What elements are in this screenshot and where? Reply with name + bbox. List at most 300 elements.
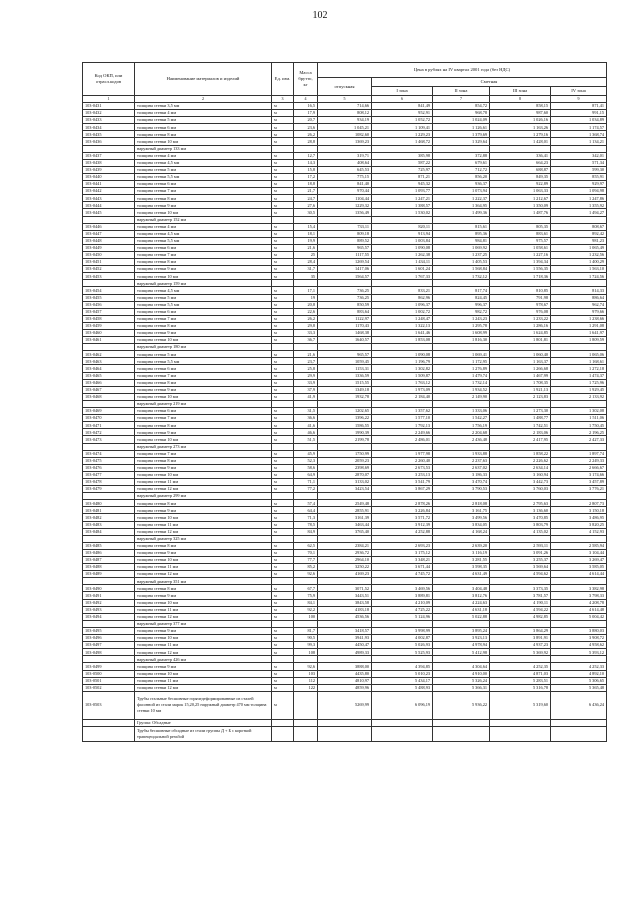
cell-name: толщина стенки 10 мм [135,557,272,564]
cell-wholesale-price: 883,64 [318,308,372,315]
cell-code [83,216,135,223]
cell-mass: 67,7 [294,585,318,592]
cell-zone-3-price: 4 937,23 [490,642,551,649]
table-row [83,351,607,358]
cell-zone-3-price: 1 624,85 [490,330,551,337]
cell-code: 103-0471 [83,422,135,429]
cell-mass: 15,8 [294,166,318,173]
cell-name: толщина стенки 9 мм [135,464,272,471]
cell-code: 103-0473 [83,436,135,443]
cell-name: толщина стенки 4,5 мм [135,287,272,294]
cell-name: толщина стенки 12 мм [135,613,272,620]
cell-group-name: наружный диаметр 377 мм [135,620,272,627]
header-price-title: Цена в рублях на IV квартал 2001 года (без НДС) [318,63,607,78]
table-row [83,152,607,159]
cell-zone-1-price: 2 184,40 [372,393,433,400]
cell-code [83,578,135,585]
group-row [83,443,607,450]
cell-code [83,400,135,407]
cell-name: толщина стенки 11 мм [135,642,272,649]
cell-mass: 21,7 [294,188,318,195]
cell-name: толщина стенки 9 мм [135,592,272,599]
cell-empty [318,719,372,726]
header-zone-2: II зона [433,87,490,96]
cell-zone-1-price: 1 641,46 [372,330,433,337]
cell-code: 103-0455 [83,294,135,301]
table-row [83,223,607,230]
cell-name: толщина стенки 10 мм [135,471,272,478]
cell-mass: 84,9 [294,528,318,535]
cell-zone-3-price: 5 316,78 [490,684,551,691]
cell-zone-4-price: 1 641,97 [551,330,607,337]
cell-zone-1-price: 1 434,11 [372,259,433,266]
cell-code: 103-0435 [83,131,135,138]
cell-zone-1-price: 1 090,08 [372,244,433,251]
cell-zone-2-price: 1 816,30 [433,337,490,344]
table-row [83,592,607,599]
cell-mass: 28,4 [294,259,318,266]
cell-empty [490,535,551,542]
cell-mass: 23,7 [294,358,318,365]
cell-unit: м [272,322,294,329]
table-row [83,726,607,741]
cell-mass: 23,6 [294,124,318,131]
cell-empty [490,216,551,223]
column-number: 1 [83,96,135,103]
cell-zone-3-price: 1 708,35 [490,379,551,386]
cell-zone-2-price: 1 069,92 [433,244,490,251]
cell-zone-3-price: 805,35 [490,223,551,230]
cell-mass: 21,6 [294,244,318,251]
column-number: 2 [135,96,272,103]
cell-code: 103-0485 [83,542,135,549]
cell-zone-1-price: 2 693,23 [372,542,433,549]
cell-zone-3-price: 3 442,73 [490,478,551,485]
cell-name: толщина стенки 4,5 мм [135,230,272,237]
cell-unit: м [272,358,294,365]
cell-mass: 75,9 [294,592,318,599]
table-row [83,117,607,124]
table-row [83,322,607,329]
cell-unit: м [272,471,294,478]
cell-zone-4-price: 2 807,73 [551,500,607,507]
cell-code: 103-0433 [83,117,135,124]
cell-zone-4-price: 2 427,33 [551,436,607,443]
cell-empty [433,216,490,223]
cell-empty [372,719,433,726]
cell-zone-4-price: 3 798,33 [551,592,607,599]
cell-mass: 52,3 [294,457,318,464]
cell-wholesale-price: 1932,78 [318,393,372,400]
cell-zone-4-price: 1 368,74 [551,131,607,138]
table-row [83,564,607,571]
cell-name: толщина стенки 12 мм [135,649,272,656]
cell-zone-1-price: 1 577,10 [372,415,433,422]
cell-zone-2-price: 1 732,14 [433,379,490,386]
table-row [83,599,607,606]
cell-zone-2-price: 2 204,68 [433,429,490,436]
cell-zone-1-price: 4 394,85 [372,663,433,670]
cell-zone-2-price [433,726,490,741]
cell-zone-4-price: 962,74 [551,301,607,308]
cell-zone-1-price: 1 093,77 [372,188,433,195]
cell-code: 103-0447 [83,230,135,237]
cell-mass: 37,9 [294,386,318,393]
cell-zone-2-price: 2 237,63 [433,457,490,464]
cell-wholesale-price: 1396,22 [318,415,372,422]
cell-unit: м [272,188,294,195]
cell-zone-1-price: 833,21 [372,287,433,294]
cell-zone-2-price: 1 069,41 [433,351,490,358]
cell-mass: 41,6 [294,422,318,429]
cell-name: толщина стенки 11 мм [135,478,272,485]
cell-empty [551,493,607,500]
cell-mass [294,691,318,719]
cell-zone-4-price: 808,67 [551,223,607,230]
cell-empty [294,578,318,585]
cell-zone-4-price: 1 272,18 [551,365,607,372]
cell-code: 103-0468 [83,393,135,400]
cell-zone-1-price [372,726,433,741]
cell-zone-3-price: 2 183,06 [490,429,551,436]
cell-zone-1-price: 3 469,56 [372,585,433,592]
cell-zone-1-price: 3 541,79 [372,478,433,485]
cell-zone-4-price: 1 724,56 [551,273,607,280]
cell-zone-1-price: 2 486,01 [372,436,433,443]
cell-name: толщина стенки 11 мм [135,521,272,528]
header-mass: Масса брутто, кг [294,63,318,96]
cell-mass: 14,3 [294,159,318,166]
cell-zone-4-price: 3 585,05 [551,564,607,571]
cell-name: толщина стенки 9 мм [135,549,272,556]
cell-empty [272,400,294,407]
cell-unit: м [272,330,294,337]
cell-empty [490,656,551,663]
cell-empty [433,400,490,407]
cell-wholesale-price: 736,25 [318,294,372,301]
cell-unit: м [272,393,294,400]
cell-unit: м [272,649,294,656]
cell-empty [318,535,372,542]
cell-zone-2-price: 5 326,24 [433,677,490,684]
cell-code: 103-0441 [83,181,135,188]
cell-empty [551,280,607,287]
cell-mass: 29,9 [294,372,318,379]
cell-zone-2-price: 1 405,53 [433,259,490,266]
cell-name: толщина стенки 9 мм [135,429,272,436]
cell-mass: 70,1 [294,549,318,556]
cell-code: 103-0474 [83,450,135,457]
cell-zone-1-price: 1 109,41 [372,124,433,131]
cell-zone-3-price: 3 891,91 [490,635,551,642]
cell-zone-1-price: 1 090,08 [372,351,433,358]
cell-zone-3-price: 2 417,95 [490,436,551,443]
group-row [83,620,607,627]
cell-empty [318,216,372,223]
cell-empty [294,443,318,450]
cell-zone-1-price: 841,49 [372,103,433,110]
cell-code: 103-0439 [83,166,135,173]
cell-zone-2-price: 982,72 [433,308,490,315]
cell-code: 103-0432 [83,110,135,117]
cell-wholesale-price: 2384,21 [318,542,372,549]
cell-unit: м [272,464,294,471]
cell-zone-2-price: 936,37 [433,181,490,188]
cell-empty [490,578,551,585]
cell-empty [490,400,551,407]
cell-name: толщина стенки 12 мм [135,571,272,578]
column-number: 9 [551,96,607,103]
cell-zone-3-price: 975,57 [490,237,551,244]
cell-zone-4-price: 3 880,03 [551,627,607,634]
table-row [83,677,607,684]
header-zone-4: IV зона [551,87,607,96]
cell-zone-1-price: 1 003,84 [372,237,433,244]
cell-code: 103-0484 [83,528,135,535]
cell-zone-3-price: 1 227,16 [490,251,551,258]
cell-unit: м [272,677,294,684]
cell-zone-1-price: 945,32 [372,181,433,188]
group-row [83,535,607,542]
cell-zone-4-price: 3 457,89 [551,478,607,485]
cell-empty [294,620,318,627]
cell-unit: м [272,294,294,301]
cell-zone-1-price: 5 124,96 [372,613,433,620]
cell-zone-4-price: 4 208,78 [551,599,607,606]
cell-wholesale-price: 1336,59 [318,372,372,379]
cell-zone-3-price: 1 286,16 [490,322,551,329]
header-estimate: Сметная [372,78,607,87]
cell-zone-3-price: 3 160,94 [490,471,551,478]
cell-code: 103-0448 [83,237,135,244]
cell-zone-2-price: 2 149,90 [433,393,490,400]
cell-mass: 51,5 [294,436,318,443]
cell-unit: м [272,585,294,592]
cell-wholesale-price: 1170,43 [318,322,372,329]
cell-empty [294,280,318,287]
cell-unit: м [272,422,294,429]
group-row [83,400,607,407]
cell-empty [294,216,318,223]
cell-empty [318,400,372,407]
cell-unit: м [272,166,294,173]
cell-zone-2-price: 1 024,09 [433,117,490,124]
cell-empty [490,493,551,500]
cell-zone-2-price: 984,81 [433,237,490,244]
cell-zone-2-price: 3 790,53 [433,486,490,493]
cell-unit: м [272,379,294,386]
cell-unit: м [272,606,294,613]
cell-mass: 25 [294,251,318,258]
cell-unit: м [272,408,294,415]
cell-wholesale-price: 1269,54 [318,259,372,266]
cell-zone-4-price: 1 065,06 [551,351,607,358]
group-row [83,280,607,287]
cell-code: 103-0450 [83,251,135,258]
cell-zone-3-price: 1 233,22 [490,315,551,322]
cell-wholesale-price: 4810,97 [318,677,372,684]
cell-code: 103-0461 [83,337,135,344]
cell-zone-1-price: 1 853,08 [372,337,433,344]
cell-wholesale-price: 2936,72 [318,549,372,556]
cell-mass: 33,9 [294,379,318,386]
cell-code: 103-0498 [83,649,135,656]
cell-empty [372,578,433,585]
cell-zone-1-price: 1 052,72 [372,117,433,124]
cell-zone-2-price: 1 172,95 [433,358,490,365]
cell-mass: 46,6 [294,429,318,436]
cell-code: 103-0457 [83,308,135,315]
cell-unit: м [272,301,294,308]
cell-zone-2-price: 1 379,69 [433,131,490,138]
cell-empty [490,443,551,450]
cell-name: толщина стенки 8 мм [135,500,272,507]
header-zone-3: III зона [490,87,551,96]
cell-empty [372,145,433,152]
cell-name: толщина стенки 7 мм [135,188,272,195]
cell-mass: 92,6 [294,663,318,670]
cell-empty [551,344,607,351]
cell-code: 103-0482 [83,514,135,521]
cell-zone-2-price: 1 276,89 [433,365,490,372]
cell-mass: 22,6 [294,308,318,315]
cell-unit: м [272,528,294,535]
cell-zone-3-price: 3 470,85 [490,514,551,521]
cell-unit: м [272,571,294,578]
cell-zone-4-price: 1 094,98 [551,188,607,195]
table-row [83,393,607,400]
cell-zone-3-price: 1 063,33 [490,188,551,195]
cell-wholesale-price: 4450,47 [318,642,372,649]
cell-zone-2-price: 1 222,37 [433,195,490,202]
cell-wholesale-price: 1369,23 [318,138,372,145]
cell-unit: м [272,273,294,280]
cell-empty [433,145,490,152]
cell-zone-4-price: 3 174,66 [551,471,607,478]
cell-zone-4-price: 1 291,08 [551,322,607,329]
cell-zone-3-price: 4 252,35 [490,663,551,670]
cell-code: 103-0493 [83,606,135,613]
cell-zone-4-price: 4 152,93 [551,528,607,535]
table-row [83,251,607,258]
cell-empty [490,344,551,351]
cell-wholesale-price: 1 045,21 [318,124,372,131]
page-number: 102 [312,10,328,21]
cell-zone-4-price: 1 302,08 [551,408,607,415]
cell-zone-4-price [551,726,607,741]
cell-zone-1-price: 4 210,09 [372,599,433,606]
cell-mass: 84,1 [294,599,318,606]
cell-zone-3-price: 1 163,26 [490,124,551,131]
cell-empty [551,216,607,223]
cell-empty [551,656,607,663]
table-header [83,63,607,103]
cell-zone-2-price: 4 631,18 [433,606,490,613]
cell-code: 103-0458 [83,315,135,322]
cell-zone-1-price: 913,94 [372,230,433,237]
cell-zone-2-price: 712,72 [433,166,490,173]
cell-zone-4-price: 886,64 [551,294,607,301]
cell-empty [318,620,372,627]
cell-zone-3-price: 1 801,81 [490,337,551,344]
cell-name: толщина стенки 5 мм [135,117,272,124]
cell-wholesale-price: 3133,02 [318,478,372,485]
price-table [82,62,607,742]
cell-mass: 64,4 [294,507,318,514]
header-wholesale: отпускная [318,78,372,96]
table-row [83,379,607,386]
cell-mass: 57,4 [294,500,318,507]
cell-name: толщина стенки 6 мм [135,308,272,315]
cell-empty [551,535,607,542]
cell-zone-2-price: 2 436,48 [433,436,490,443]
cell-zone-2-price: 1 756,19 [433,422,490,429]
cell-zone-4-price: 929,97 [551,181,607,188]
cell-zone-4-price: 5 004,42 [551,613,607,620]
cell-unit: м [272,315,294,322]
cell-code: 103-0500 [83,670,135,677]
cell-name: толщина стенки 11 мм [135,606,272,613]
cell-code: 103-0470 [83,415,135,422]
cell-unit: м [272,181,294,188]
cell-zone-2-price: 4 910,00 [433,670,490,677]
cell-zone-2-price: 1 126,61 [433,124,490,131]
cell-zone-1-price: 2 673,53 [372,464,433,471]
table-row [83,514,607,521]
cell-code: 103-0460 [83,330,135,337]
cell-empty [272,280,294,287]
cell-code: 103-0472 [83,429,135,436]
cell-zone-1-price: 1 096,37 [372,301,433,308]
cell-zone-1-price: 1 302,82 [372,365,433,372]
header-code: Код ОКП, или отрасл.кодов [83,63,135,96]
table-row [83,649,607,656]
cell-zone-2-price: 3 116,19 [433,549,490,556]
cell-name: толщина стенки 7 мм [135,372,272,379]
cell-zone-2-price: 1 243,23 [433,315,490,322]
cell-zone-2-price: 5 366,31 [433,684,490,691]
table-row [83,237,607,244]
cell-unit: м [272,691,294,719]
cell-unit: м [272,202,294,209]
cell-unit: м [272,557,294,564]
column-number: 8 [490,96,551,103]
cell-zone-2-price: 996,37 [433,301,490,308]
cell-zone-3-price: 4 594,22 [490,606,551,613]
cell-group-name: наружный диаметр 133 мм [135,145,272,152]
table-row [83,337,607,344]
cell-name: толщина стенки 8 мм [135,322,272,329]
table-row [83,642,607,649]
cell-empty [490,719,551,726]
cell-zone-4-price: 3 269,47 [551,557,607,564]
cell-zone-1-price: 2 878,26 [372,500,433,507]
cell-zone-1-price: 4 252,88 [372,528,433,535]
column-number: 4 [294,96,318,103]
cell-mass: 31,5 [294,408,318,415]
table-row [83,308,607,315]
cell-zone-1-price: 3 889,81 [372,592,433,599]
cell-empty [433,535,490,542]
cell-mass: 78,5 [294,521,318,528]
cell-zone-1-price: 5 434,17 [372,677,433,684]
table-row [83,670,607,677]
cell-code: 103-0438 [83,159,135,166]
cell-name: толщина стенки 6 мм [135,124,272,131]
cell-wholesale-price: 1586,55 [318,422,372,429]
cell-empty [318,656,372,663]
cell-wholesale-price: 809,18 [318,230,372,237]
